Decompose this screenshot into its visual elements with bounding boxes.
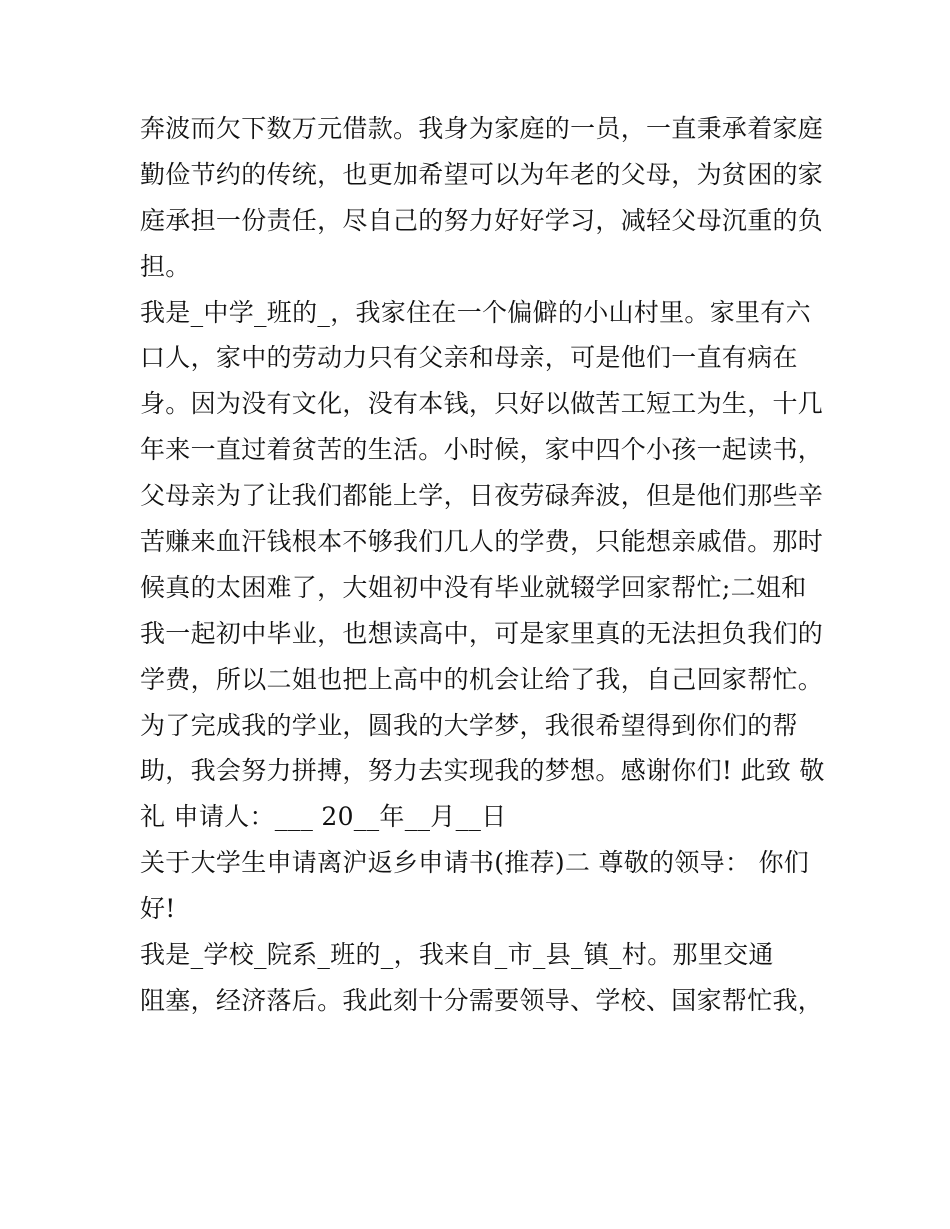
text-line: 口人，家中的劳动力只有父亲和母亲，可是他们一直有病在: [140, 343, 798, 373]
text-line: 担。: [140, 251, 191, 281]
text-line: 为了完成我的学业，圆我的大学梦，我很希望得到你们的帮: [140, 710, 798, 740]
text-line: 奔波而欠下数万元借款。我身为家庭的一员，一直秉承着家庭: [140, 114, 824, 143]
text-line: 我是_学校_院系_班的_，我来自_市_县_镇_村。那里交通: [140, 940, 774, 970]
text-line: 候真的太困难了，大姐初中没有毕业就辍学回家帮忙;二姐和: [140, 572, 807, 602]
section-heading-line: 关于大学生申请离沪返乡申请书(推荐)二 尊敬的领导： 你们: [140, 848, 810, 878]
text-line: 我是_中学_班的_，我家住在一个偏僻的小山村里。家里有六: [140, 297, 811, 327]
text-line: 助，我会努力拼搏，努力去实现我的梦想。感谢你们! 此致 敬: [140, 756, 825, 786]
text-line: 好!: [140, 894, 176, 924]
text-line: 我一起初中毕业，也想读高中，可是家里真的无法担负我们的: [140, 618, 824, 648]
document-body: [140, 106, 825, 1024]
text-line: 勤俭节约的传统，也更加希望可以为年老的父母，为贫困的家: [140, 159, 824, 189]
text-line: 苦赚来血汗钱根本不够我们几人的学费，只能想亲戚借。那时: [140, 527, 824, 557]
text-line: 庭承担一份责任，尽自己的努力好好学习，减轻父母沉重的负: [140, 205, 824, 235]
signature-date-line: 礼 申请人：___ 20__年__月__日: [140, 802, 507, 832]
text-line: 父母亲为了让我们都能上学，日夜劳碌奔波，但是他们那些辛: [140, 481, 824, 511]
text-line: 阻塞，经济落后。我此刻十分需要领导、学校、国家帮忙我，: [140, 985, 824, 1015]
text-line: 年来一直过着贫苦的生活。小时候，家中四个小孩一起读书，: [140, 435, 824, 465]
text-line: 身。因为没有文化，没有本钱，只好以做苦工短工为生，十几: [140, 389, 824, 419]
text-line: 学费，所以二姐也把上高中的机会让给了我，自己回家帮忙。: [140, 664, 824, 694]
